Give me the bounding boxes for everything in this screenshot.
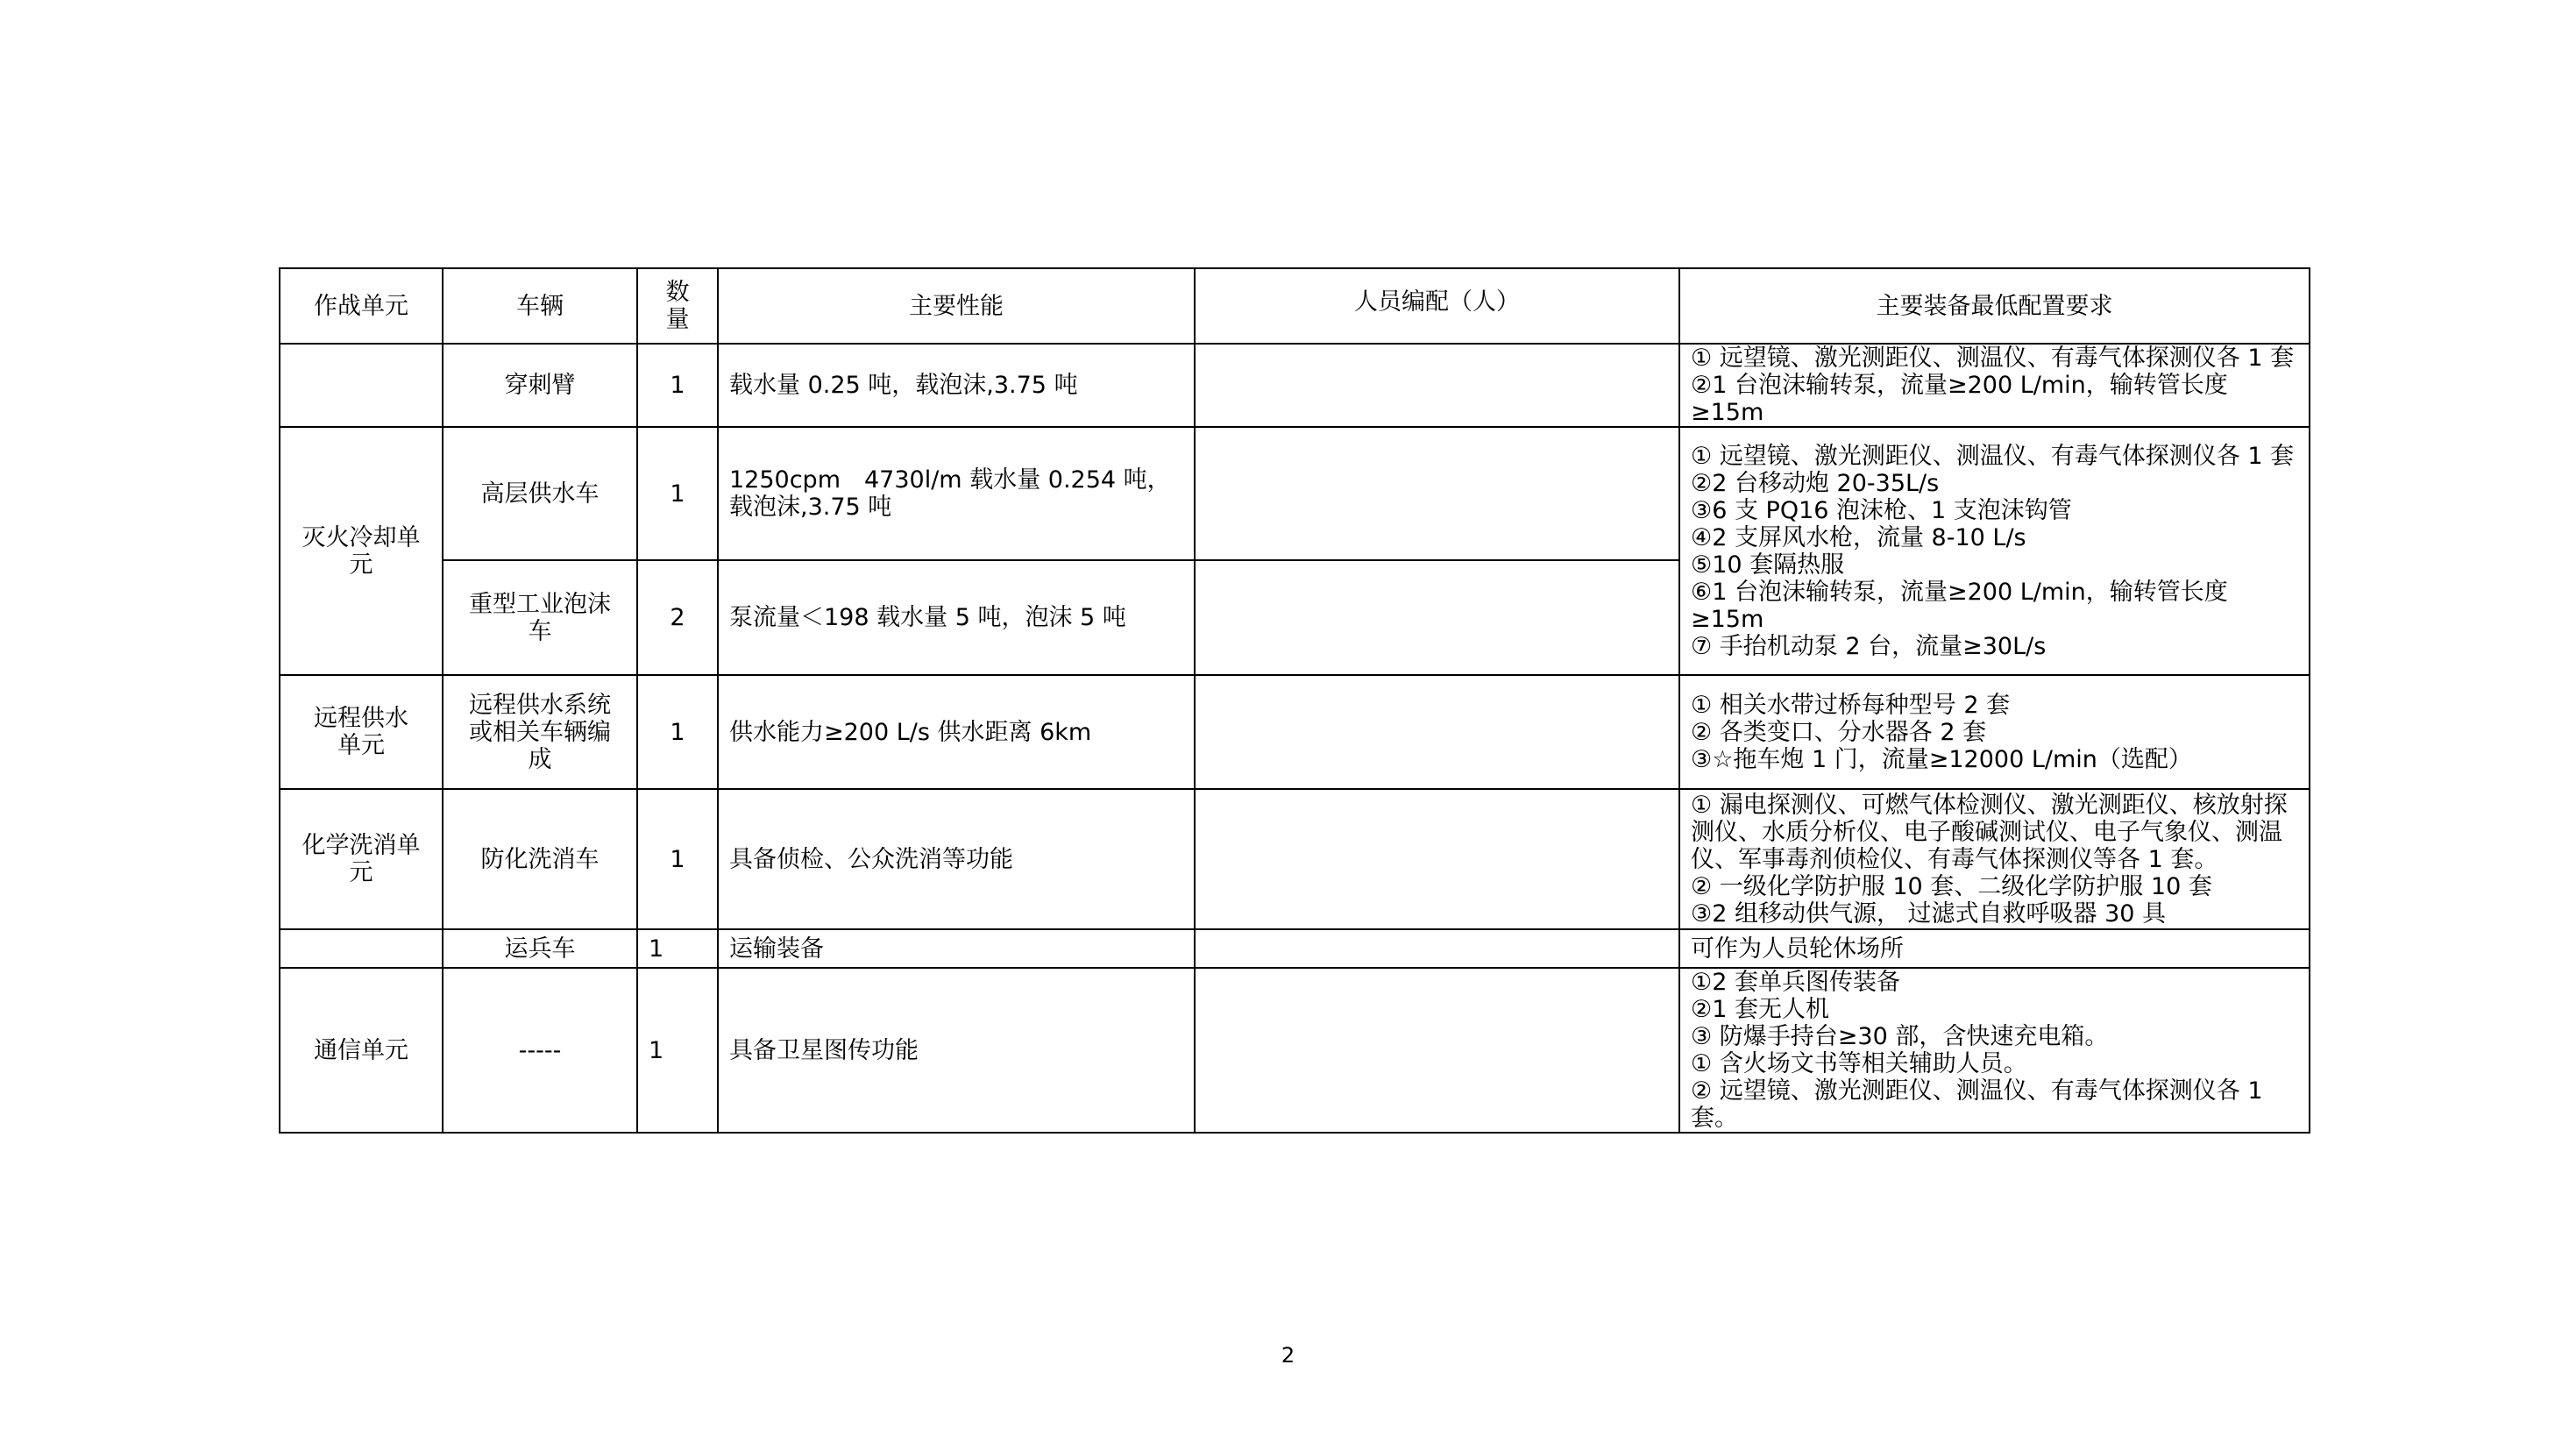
requirement-line: ② 各类变口、分水器各 2 套 [1691,718,1987,746]
requirement-line: ③2 组移动供气源， 过滤式自救呼吸器 30 具 [1691,899,2167,928]
table-header-row [280,268,2310,344]
table-row [280,789,2310,929]
row-unit [280,344,443,427]
header-quantity: 数量 [637,268,718,344]
row-vehicle: 重型工业泡沫车 [443,560,637,675]
row-vehicle: 高层供水车 [443,427,637,560]
row-vehicle: 远程供水系统或相关车辆编成 [443,675,637,789]
requirement-line: ② 一级化学防护服 10 套、二级化学防护服 10 套 [1691,872,2212,900]
row-requirements [1679,968,2310,1133]
table-row [280,929,2310,968]
row-quantity: 1 [637,929,718,968]
requirement-line: ② 远望镜、激光测距仪、测温仪、有毒气体探测仪各 1 套。 [1691,1077,2263,1132]
row-personnel [1195,675,1679,789]
requirement-line: ① 相关水带过桥每种型号 2 套 [1691,691,2011,719]
header-equipment-requirements: 主要装备最低配置要求 [1679,268,2310,344]
row-personnel [1195,560,1679,675]
row-requirements [1679,929,2310,968]
requirement-line: ① 漏电探测仪、可燃气体检测仪、激光测距仪、核放射探测仪、水质分析仪、电子酸碱测试仪、电子气象仪、测温仪、军事毒剂侦检仪、有毒气体探测仪等各 1 套。 [1691,791,2288,873]
row-personnel [1195,968,1679,1133]
requirement-line: ②1 套无人机 [1691,996,1829,1023]
row-quantity: 1 [637,344,718,427]
row-personnel [1195,344,1679,427]
requirement-line: ③ 防爆手持台≥30 部，含快速充电箱。 [1691,1023,2109,1050]
requirement-line: ⑥1 台泡沫输转泵，流量≥200 L/min，输转管长度≥15m [1691,578,2228,633]
row-requirements [1679,789,2310,929]
row-unit [280,929,443,968]
requirement-line: ③☆拖车炮 1 门，流量≥12000 L/min（选配） [1691,745,2192,773]
row-quantity: 1 [637,789,718,929]
requirement-line: ③6 支 PQ16 泡沫枪、1 支泡沫钩管 [1691,496,2072,524]
row-quantity: 1 [637,968,718,1133]
row-requirements [1679,675,2310,789]
row-personnel [1195,789,1679,929]
row-quantity: 1 [637,427,718,560]
row-performance: 运输装备 [718,929,1195,968]
row-performance: 载水量 0.25 吨，载泡沫,3.75 吨 [718,344,1195,427]
header-performance: 主要性能 [718,268,1195,344]
table-row [280,968,2310,1133]
table-row [280,427,2310,560]
requirement-line: ⑤10 套隔热服 [1691,551,1845,579]
row-unit: 通信单元 [280,968,443,1133]
requirement-line: ① 远望镜、激光测距仪、测温仪、有毒气体探测仪各 1 套 [1691,345,2295,372]
requirement-line: ②1 台泡沫输转泵，流量≥200 L/min，输转管长度≥15m [1691,372,2228,426]
table-row [280,675,2310,789]
page-number: 2 [1281,1343,1295,1368]
row-performance: 1250cpm 4730l/m 载水量 0.254 吨，载泡沫,3.75 吨 [718,427,1195,560]
requirement-line: 可作为人员轮休场所 [1691,935,1904,963]
row-requirements [1679,427,2310,675]
row-requirements [1679,344,2310,427]
requirement-line: ① 远望镜、激光测距仪、测温仪、有毒气体探测仪各 1 套 [1691,442,2295,470]
row-unit: 灭火冷却单元 [280,427,443,675]
row-unit: 化学洗消单元 [280,789,443,929]
row-unit: 远程供水单元 [280,675,443,789]
header-vehicle: 车辆 [443,268,637,344]
row-vehicle: 防化洗消车 [443,789,637,929]
row-vehicle: 穿刺臂 [443,344,637,427]
row-performance: 供水能力≥200 L/s 供水距离 6km [718,675,1195,789]
header-combat-unit: 作战单元 [280,268,443,344]
row-vehicle: 运兵车 [443,929,637,968]
row-quantity: 1 [637,675,718,789]
requirement-line: ①2 套单兵图传装备 [1691,969,1900,996]
requirement-line: ⑦ 手抬机动泵 2 台，流量≥30L/s [1691,632,2047,660]
requirement-line: ②2 台移动炮 20-35L/s [1691,469,1940,497]
row-performance: 具备侦检、公众洗消等功能 [718,789,1195,929]
requirement-line: ④2 支屏风水枪，流量 8-10 L/s [1691,523,2026,551]
row-performance: 具备卫星图传功能 [718,968,1195,1133]
row-quantity: 2 [637,560,718,675]
row-personnel [1195,427,1679,560]
row-vehicle: ----- [443,968,637,1133]
row-performance: 泵流量＜198 载水量 5 吨，泡沫 5 吨 [718,560,1195,675]
header-personnel: 人员编配（人） [1195,268,1679,344]
row-personnel [1195,929,1679,968]
combat-unit-table [279,267,2310,1134]
requirement-line: ① 含火场文书等相关辅助人员。 [1691,1050,2027,1077]
table-row [280,344,2310,427]
